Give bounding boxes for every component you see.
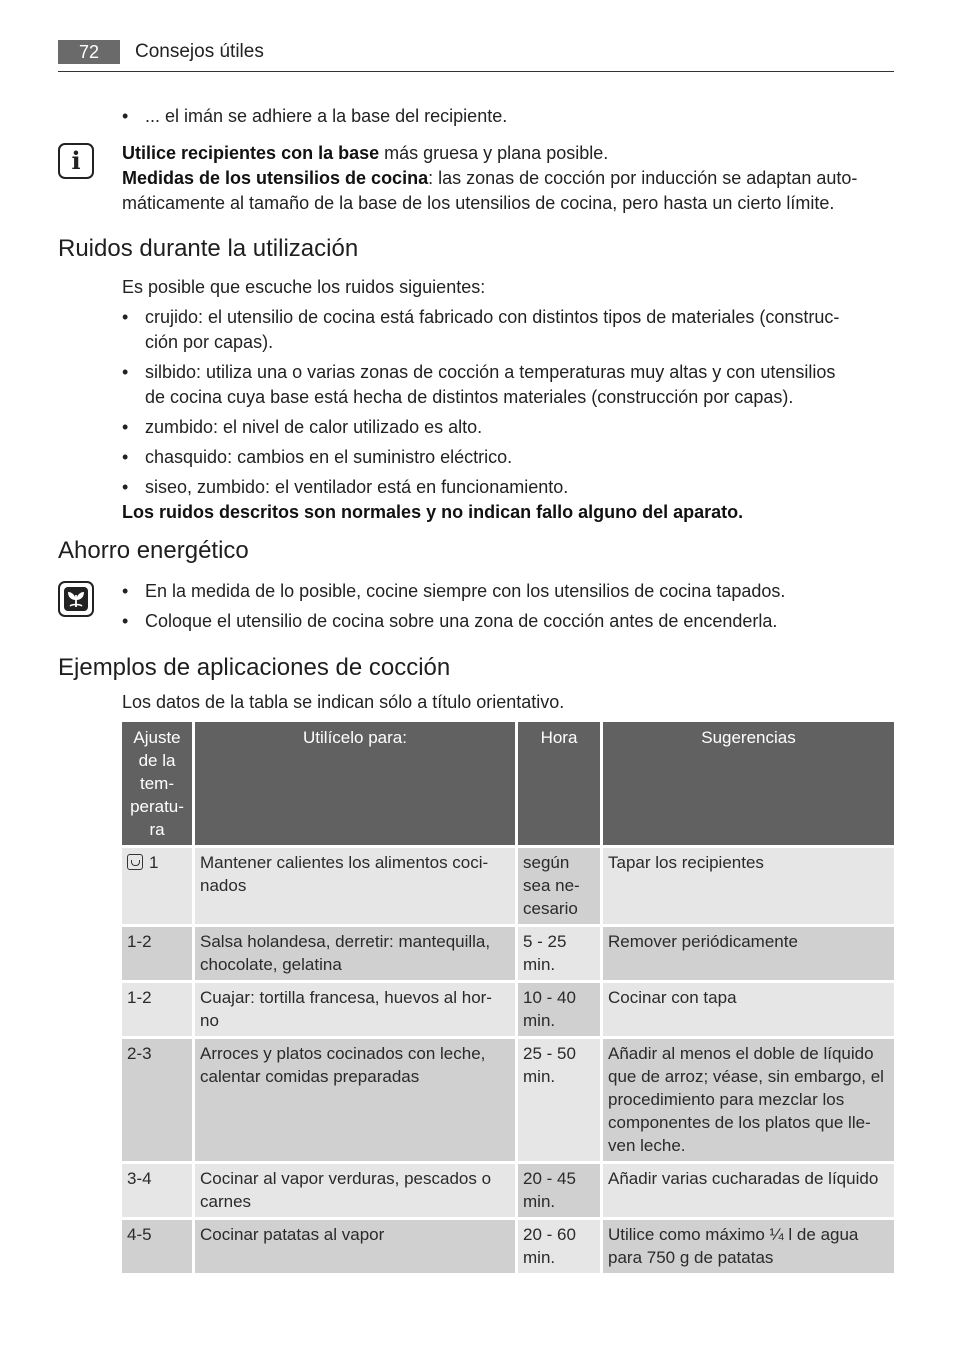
time-cell: 25 - 50 min.: [518, 1039, 603, 1164]
tip-cell: Utilice como máximo ¼ l de agua para 750 g de patatas: [603, 1220, 894, 1276]
setting-cell: 1-2: [122, 927, 195, 983]
examples-note: Los datos de la tabla se indican sólo a título orientativo.: [122, 692, 565, 712]
noise-intro: Es posible que escuche los ruidos siguientes:: [122, 277, 486, 297]
table-row: [122, 983, 894, 1039]
noise-item-line: silbido: utiliza una o varias zonas de cocción a temperaturas muy altas y con utensilios: [145, 362, 836, 382]
time-cell: 20 - 60 min.: [518, 1220, 603, 1276]
table-row: [122, 848, 894, 927]
page-number: 72: [58, 40, 120, 64]
noise-item-line: zumbido: el nivel de calor utilizado es alto.: [145, 417, 483, 437]
tip-cell: Cocinar con tapa: [603, 983, 894, 1039]
use-cell: Salsa holandesa, derretir: mantequilla, chocolate, gelatina: [195, 927, 518, 983]
energy-item: • Coloque el utensilio de cocina sobre una zona de cocción antes de encenderla.: [122, 609, 892, 634]
table-row: [122, 1164, 894, 1220]
energy-item-text: Coloque el utensilio de cocina sobre una zona de cocción antes de encenderla.: [145, 611, 778, 631]
noise-item: • silbido: utiliza una o varias zonas de cocción a temperaturas muy altas y con utensilios de cocina cuya base está hecha de distintos materiales (construcción por capas).: [122, 362, 836, 407]
noise-item-line: de cocina cuya base está hecha de distintos materiales (construcción por capas).: [145, 387, 794, 407]
noise-item-line: chasquido: cambios en el suministro eléctrico.: [145, 447, 513, 467]
time-cell: 10 - 40 min.: [518, 983, 603, 1039]
tip-cell: Añadir varias cucharadas de líquido: [603, 1164, 894, 1220]
setting-cell: 1-2: [122, 983, 195, 1039]
use-cell: Cocinar al vapor verduras, pescados o carnes: [195, 1164, 518, 1220]
column-header-tips: Sugerencias: [603, 722, 894, 848]
setting-cell: 4-5: [122, 1220, 195, 1276]
column-header-setting: Ajuste de la tem- peratu- ra: [122, 722, 195, 848]
use-cell: Mantener calientes los alimentos coci- nados: [195, 848, 518, 927]
tip-cell: Añadir al menos el doble de líquido que de arroz; véase, sin embargo, el procedimiento para mezclar los componentes de los platos que lle- ven leche.: [603, 1039, 894, 1164]
intro-bullet-text: ... el imán se adhiere a la base del recipiente.: [145, 106, 508, 126]
noise-item: • siseo, zumbido: el ventilador está en funcionamiento.: [122, 475, 892, 500]
info-line1-rest: más gruesa y plana posible.: [379, 143, 609, 163]
section-name: Consejos útiles: [135, 41, 264, 62]
column-header-use: Utilícelo para:: [195, 722, 518, 848]
noise-item: • chasquido: cambios en el suministro eléctrico.: [122, 445, 892, 470]
noise-item: • zumbido: el nivel de calor utilizado es alto.: [122, 415, 892, 440]
examples-heading: Ejemplos de aplicaciones de cocción: [58, 654, 451, 681]
noise-item-line: crujido: el utensilio de cocina está fabricado con distintos tipos de materiales (construc-: [145, 307, 840, 327]
info-line3: máticamente al tamaño de la base de los utensilios de cocina, pero hasta un cierto límite.: [122, 193, 835, 213]
info-icon: i: [58, 143, 94, 179]
page-header: [58, 40, 894, 72]
noise-item-line: siseo, zumbido: el ventilador está en funcionamiento.: [145, 477, 569, 497]
intro-bullet: [122, 104, 892, 129]
table-row: [122, 927, 894, 983]
use-cell: Cuajar: tortilla francesa, huevos al hor- no: [195, 983, 518, 1039]
column-header-time: Hora: [518, 722, 603, 848]
energy-item: • En la medida de lo posible, cocine siempre con los utensilios de cocina tapados.: [122, 579, 892, 604]
setting-value: 1: [149, 853, 159, 872]
noise-item-line: ción por capas).: [145, 332, 274, 352]
noise-heading: Ruidos durante la utilización: [58, 235, 359, 262]
tip-cell: Remover periódicamente: [603, 927, 894, 983]
info-line2-rest: : las zonas de cocción por inducción se adaptan auto-: [428, 168, 858, 188]
table-row: [122, 1039, 894, 1164]
bullet-dot: •: [122, 106, 129, 126]
setting-cell: 3-4: [122, 1164, 195, 1220]
keep-warm-icon: [127, 854, 143, 870]
info-line1-bold: Utilice recipientes con la base: [122, 143, 380, 163]
time-cell: según sea ne- cesario: [518, 848, 603, 927]
table-row: [122, 1220, 894, 1276]
energy-heading: Ahorro energético: [58, 537, 249, 564]
setting-cell: 2-3: [122, 1039, 195, 1164]
time-cell: 5 - 25 min.: [518, 927, 603, 983]
info-note: [122, 141, 892, 216]
tip-cell: Tapar los recipientes: [603, 848, 894, 927]
setting-cell: [122, 848, 195, 927]
noise-closing: Los ruidos descritos son normales y no indican fallo alguno del aparato.: [122, 502, 744, 522]
energy-item-text: En la medida de lo posible, cocine siempre con los utensilios de cocina tapados.: [145, 581, 786, 601]
cooking-table: [122, 722, 894, 1276]
noise-item: • crujido: el utensilio de cocina está fabricado con distintos tipos de materiales (construc- ción por capas).: [122, 307, 840, 352]
time-cell: 20 - 45 min.: [518, 1164, 603, 1220]
use-cell: Cocinar patatas al vapor: [195, 1220, 518, 1276]
use-cell: Arroces y platos cocinados con leche, calentar comidas preparadas: [195, 1039, 518, 1164]
eco-leaf-icon: [58, 581, 94, 617]
info-line2-bold: Medidas de los utensilios de cocina: [122, 168, 429, 188]
